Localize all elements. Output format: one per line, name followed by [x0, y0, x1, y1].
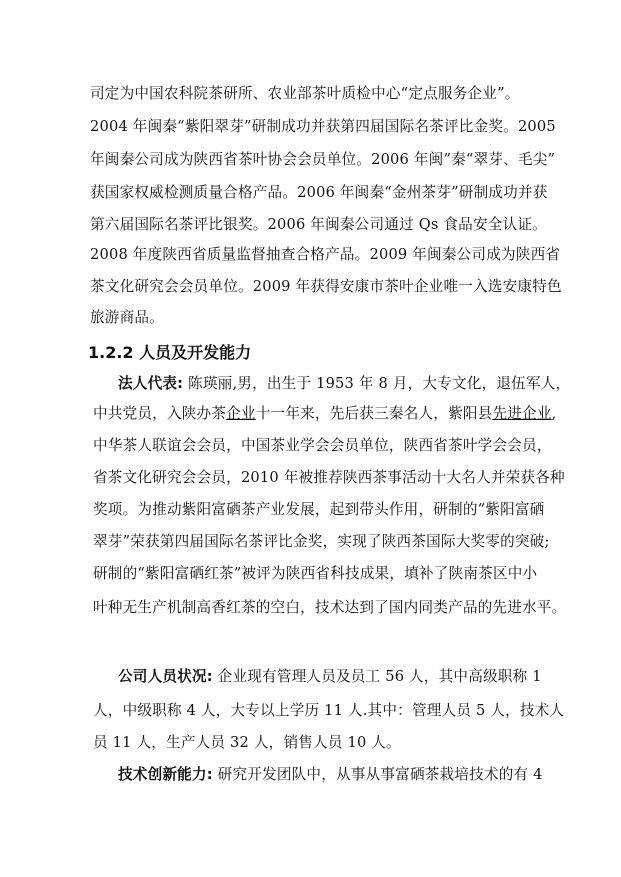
staff-line-1-text: 企业现有管理人员及员工 56 人，其中高级职称 1 [212, 668, 542, 685]
staff-line-1 [118, 667, 542, 687]
legal-rep-line-2 [93, 404, 556, 424]
legal-rep-line-1-text: 陈瑛丽,男，出生于 1953 年 8 月，大专文化，退伍军人， [183, 375, 571, 392]
legal-rep-line-2-c: , [551, 405, 557, 422]
staff-line-3: 员 11 人，生产人员 32 人，销售人员 10 人。 [93, 734, 401, 751]
text-line-3: 年闽秦公司成为陕西省茶叶协会会员单位。2006 年闽”秦“翠芽、毛尖” [90, 151, 556, 168]
underlined-word-enterprise: 企业 [226, 405, 256, 422]
text-line-6: 2008 年度陕西省质量监督抽查合格产品。2009 年闽秦公司成为陕西省 [90, 246, 561, 263]
legal-rep-line-5: 奖项。为推动紫阳富硒茶产业发展，起到带头作用，研制的“紫阳富硒 [93, 501, 545, 518]
legal-rep-line-3: 中华茶人联谊会会员，中国茶业学会会员单位，陕西省茶叶学会会员， [93, 437, 552, 454]
legal-rep-line-2-b: 十一年来，先后获三秦名人，紫阳县 [255, 405, 493, 422]
staff-label: 公司人员状况: [118, 668, 213, 685]
legal-rep-line-7: 研制的“紫阳富硒红茶”被评为陕西省科技成果，填补了陕南茶区中小 [93, 565, 538, 582]
innovation-line-1 [118, 765, 543, 785]
legal-rep-line-6: 翠芽”荣获第四届国际名茶评比金奖，实现了陕西茶国际大奖零的突破; [93, 533, 550, 550]
legal-rep-line-1 [118, 374, 570, 394]
underlined-advanced-enterprise: 先进企业 [492, 405, 552, 422]
legal-rep-line-2-a: 中共党员，入陕办茶 [93, 405, 227, 422]
staff-line-2: 人，中级职称 4 人，大专以上学历 11 人.其中：管理人员 5 人，技术人 [93, 702, 565, 719]
section-heading: 1.2.2 人员及开发能力 [88, 343, 252, 362]
text-line-8: 旅游商品。 [90, 309, 164, 326]
innovation-line-1-text: 研究开发团队中，从事从事富硒茶栽培技术的有 4 [212, 766, 543, 783]
text-line-4: 获国家权威检测质量合格产品。2006 年闽秦“金州茶芽”研制成功并获 [90, 184, 548, 201]
legal-rep-line-8: 叶种无生产机制高香红茶的空白，技术达到了国内同类产品的先进水平。 [93, 599, 567, 616]
legal-rep-line-4: 省茶文化研究会会员，2010 年被推荐陕西茶事活动十大名人并荣获各种 [93, 469, 565, 486]
text-line-1: 司定为中国农科院茶研所、农业部茶叶质检中心“定点服务企业”。 [90, 85, 520, 102]
legal-rep-label: 法人代表: [118, 375, 184, 392]
text-line-7: 茶文化研究会会员单位。2009 年获得安康市茶叶企业唯一入选安康特色 [90, 278, 562, 295]
text-line-5: 第六届国际名茶评比银奖。2006 年闽秦公司通过 Qs 食品安全认证。 [90, 216, 547, 233]
text-line-2: 2004 年闽秦“紫阳翠芽”研制成功并获第四届国际名茶评比金奖。2005 [90, 118, 556, 135]
innovation-label: 技术创新能力: [118, 766, 213, 783]
